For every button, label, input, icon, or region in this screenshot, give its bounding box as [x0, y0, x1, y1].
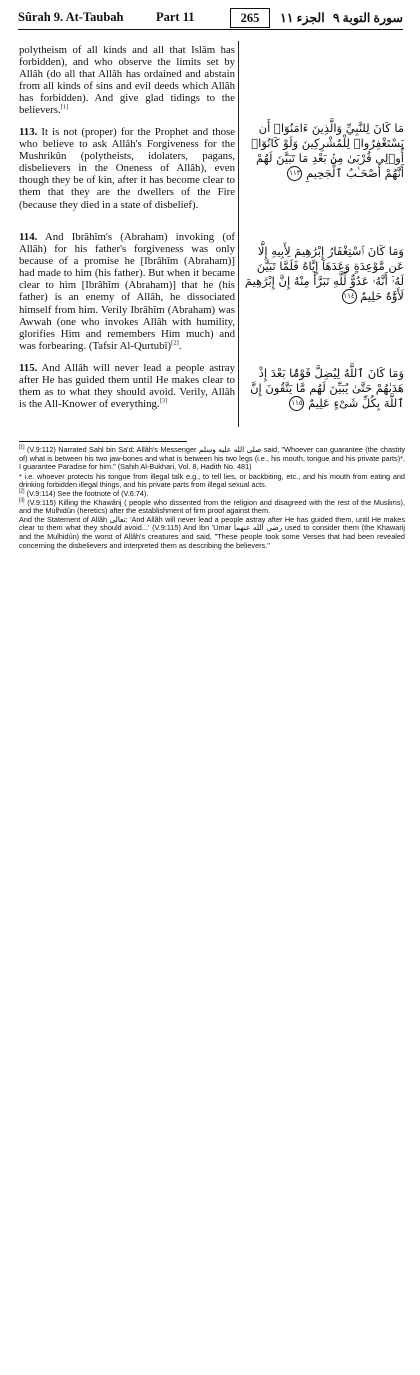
header-rule — [18, 29, 403, 30]
surah-title-english: Sûrah 9. At-Taubah — [18, 10, 124, 24]
surah-title-arabic: سورة التوبة ٩ — [332, 11, 403, 25]
verse-number: 114. — [19, 231, 38, 243]
verse-114-english: 114. And Ibrâhîm's (Abraham) invoking (of Allâh) for his father's forgiveness was only because of a promise he [Ibrâhîm (Abraham)] had made to him (his father). But when it became clear to him [Ibrâhîm (Abraham)] that he (his father) is an enemy of Allâh, he dissociated himself from him. Verily Ibrâhîm (Abraham) was Awwah (one who invokes Allâh with humility, glorifies Him and remembers Him much) and was forbearing. (Tafsir Al-Qurtubî)[2]. — [19, 231, 235, 352]
page-header — [18, 8, 403, 30]
verse-114-arabic — [244, 244, 404, 304]
footnote-3-continuation — [19, 516, 405, 550]
page-number: 265 — [230, 8, 270, 28]
footnote-3 — [19, 499, 405, 516]
footnote-marker: [3] — [19, 497, 25, 504]
footnote-text: (V.9:112) Narrated Sahl bin Sa'd: Allâh's Messenger صلى الله عليه وسلم said, "Whoever can guarantee (the chastity of) what is between his two jaw-bones and what is between his two legs (i.e., his mouth, tongue and his private parts)*, I guarantee Paradise for him." (Sahih Al-Bukhari, Vol. 8, Hadith No. 481) — [19, 445, 406, 472]
verse-text: And Ibrâhîm's (Abraham) invoking (of Allâh) for his father's forgiveness was only because of a promise he [Ibrâhîm (Abraham)] had made to him (his father). But when it became clear to him [Ibrâhîm (Abraham)] that he (his father) is an enemy of Allâh, he dissociated himself from him. Verily Ibrâhîm (Abraham) was Awwah (one who invokes Allâh with humility, glorifies Him and remembers Him much) and was forbearing. (Tafsir Al-Qurtubî) — [19, 231, 235, 352]
verse-end-marker-icon: ١١٥ — [289, 396, 304, 411]
footnote-text: (V.9:114) See the footnote of (V.6:74). — [26, 488, 149, 498]
part-label-arabic: الجزء ١١ — [280, 11, 325, 25]
arabic-text: وَمَا كَانَ ٱللَّهُ لِيُضِلَّ قَوْمًۢا بَعْدَ إِذْ هَدَىٰهُمْ حَتَّىٰ يُبَيِّنَ لَهُم مَّا يَتَّقُونَ إِنَّ ٱللَّهَ بِكُلِّ شَىْءٍ عَلِيمٌ — [250, 366, 404, 410]
verse-end-marker-icon: ١١٤ — [342, 289, 357, 304]
footnotes — [19, 446, 405, 550]
arabic-text: مَا كَانَ لِلنَّبِيِّ وَالَّذِينَ ءَامَنُوٓا۟ أَن يَسْتَغْفِرُوا۟ لِلْمُشْرِكِينَ وَلَوْ كَانُوٓا۟ أُو۟لِى قُرْبَىٰ مِنۢ بَعْدِ مَا تَبَيَّنَ لَهُمْ أَنَّهُمْ أَصْحَـٰبُ ٱلْجَحِيمِ — [251, 121, 404, 180]
verse-113-arabic — [244, 121, 404, 181]
footnote-ref: [1] — [60, 103, 69, 111]
footnote-text: And the Statement of Allâh تعالى: 'And Allâh will never lead a people astray after He has guided them, until He makes clear to them what they should avoid...' (V.9:115) And Ibn 'Umar رضي الله عنهما used to consider them (the Khawarij and the Mulhidûn) the worst of Allâh's creatures and said, "These people took some Verses that had been revealed concerning the disbelievers and interpreted them as describing the believers." — [19, 514, 405, 550]
verse-115-english — [19, 362, 235, 410]
footnote-1-note — [19, 473, 405, 490]
footnote-rule — [19, 441, 187, 442]
footnote-1 — [19, 446, 405, 472]
part-label-english: Part 11 — [156, 10, 195, 24]
arabic-text: وَمَا كَانَ ٱسْتِغْفَارُ إِبْرَٰهِيمَ لِأَبِيهِ إِلَّا عَن مَّوْعِدَةٍ وَعَدَهَآ إِيَّاهُ فَلَمَّا تَبَيَّنَ لَهُۥٓ أَنَّهُۥ عَدُوٌّ لِّلَّهِ تَبَرَّأَ مِنْهُ إِنَّ إِبْرَٰهِيمَ لَأَوَّٰهٌ حَلِيمٌ — [244, 244, 404, 303]
column-divider — [238, 41, 239, 427]
footnote-ref: [3] — [159, 397, 168, 405]
verse-text: polytheism of all kinds and all that Islâm has forbidden), and who observe the limits set by Allâh (do all that Allâh has ordained and abstain from all kinds of sins and evil deeds which Allâh has forbidden). And give glad tidings to the believers. — [19, 44, 235, 117]
verse-113-english — [19, 126, 235, 211]
verse-number: 113. — [19, 126, 38, 138]
footnote-ref: [2] — [171, 339, 179, 347]
verse-text: And Allâh will never lead a people astray after He has guided them until He makes clear to them as to what they should avoid. Verily, Allâh is the All-Knower of everything. — [19, 362, 235, 411]
verse-115-arabic — [244, 366, 404, 411]
footnote-marker: [1] — [19, 444, 25, 451]
footnote-text: * i.e. whoever protects his tongue from illegal talk e.g., to tell lies, or backbiting, etc., and his mouth from eating and drinking forbidden illegal things, and his private parts from illegal sexual acts. — [19, 471, 405, 490]
verse-end-marker-icon: ١١٣ — [287, 166, 302, 181]
verse-text: It is not (proper) for the Prophet and those who believe to ask Allâh's Forgiveness for the Mushrikûn (polytheists, idolaters, pagans, disbelievers in the Oneness of Allâh), even though they be of kin, after it has become clear to them that they are the dwellers of the Fire (because they died in a state of disbelief). — [19, 126, 235, 211]
footnote-marker: [2] — [19, 488, 25, 495]
footnote-text: (V.9:115) Killing the Khawârij ( people who dissented from the religion and disagreed with the rest of the Muslims), and the Mulhidûn (heretics) after the establishment of firm proof against them. — [19, 497, 405, 516]
verse-number: 115. — [19, 362, 38, 374]
verse-112-continuation — [19, 44, 235, 117]
